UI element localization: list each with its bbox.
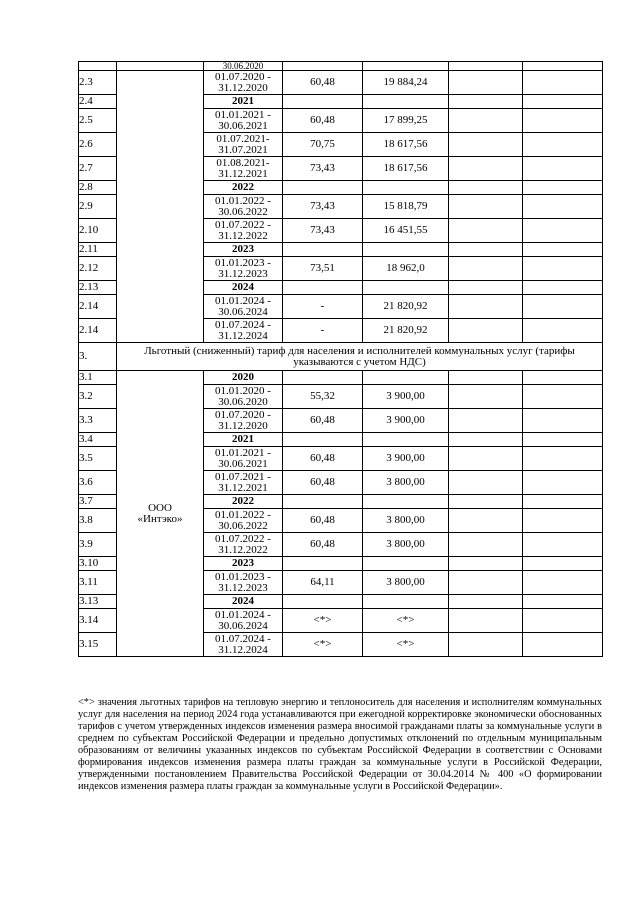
period-line: 30.06.2020 xyxy=(218,395,268,408)
empty-cell xyxy=(449,157,523,181)
empty-cell xyxy=(523,181,603,195)
value-cell-1: 60,48 xyxy=(283,71,363,95)
row-number-cell: 2.13 xyxy=(79,281,117,295)
row-number-cell: 2.3 xyxy=(79,71,117,95)
empty-cell xyxy=(363,62,449,71)
period-line: 30.06.2021 xyxy=(218,119,268,132)
value-cell-2: 3 900,00 xyxy=(363,447,449,471)
row-number-cell: 3.4 xyxy=(79,433,117,447)
empty-cell xyxy=(523,281,603,295)
row-number-cell: 3.8 xyxy=(79,509,117,533)
period-line: 31.12.2023 xyxy=(218,267,268,280)
empty-cell xyxy=(523,319,603,343)
empty-cell xyxy=(363,181,449,195)
empty-cell xyxy=(449,495,523,509)
row-number-cell: 3.3 xyxy=(79,409,117,433)
empty-cell xyxy=(449,533,523,557)
empty-cell xyxy=(523,71,603,95)
value-cell-2: 21 820,92 xyxy=(363,295,449,319)
empty-cell xyxy=(283,281,363,295)
period-line: 31.12.2023 xyxy=(218,581,268,594)
value-cell-2: 18 617,56 xyxy=(363,133,449,157)
empty-cell xyxy=(283,181,363,195)
year-cell: 2024 xyxy=(204,595,283,609)
row-number-cell: 3.9 xyxy=(79,533,117,557)
period-line: 01.07.2022 - xyxy=(215,532,271,545)
year-cell: 2021 xyxy=(204,95,283,109)
year-cell: 2022 xyxy=(204,495,283,509)
period-line: 31.12.2022 xyxy=(218,229,268,242)
value-cell-2: 16 451,55 xyxy=(363,219,449,243)
empty-cell xyxy=(449,62,523,71)
row-number-cell: 3.2 xyxy=(79,385,117,409)
organization-line: «Интэко» xyxy=(137,512,183,525)
period-line: 01.01.2021 - xyxy=(215,108,271,121)
empty-cell xyxy=(363,433,449,447)
empty-cell xyxy=(449,319,523,343)
row-number-cell: 2.14 xyxy=(79,295,117,319)
row-number-cell: 2.9 xyxy=(79,195,117,219)
value-cell-2: <*> xyxy=(363,633,449,657)
period-line: 01.01.2022 - xyxy=(215,508,271,521)
empty-cell xyxy=(523,133,603,157)
value-cell-2: 3 800,00 xyxy=(363,471,449,495)
period-line: 31.07.2021 xyxy=(218,143,268,156)
empty-cell xyxy=(449,595,523,609)
section-header-row xyxy=(79,343,603,371)
period-line: 31.12.2024 xyxy=(218,643,268,656)
empty-cell xyxy=(523,509,603,533)
empty-cell xyxy=(283,495,363,509)
period-line: 01.07.2021- xyxy=(216,132,270,145)
empty-cell xyxy=(523,571,603,595)
row-number-cell: 3.6 xyxy=(79,471,117,495)
period-cell xyxy=(204,195,283,219)
period-cell xyxy=(204,409,283,433)
value-cell-2: 18 962,0 xyxy=(363,257,449,281)
period-line: 01.01.2024 - xyxy=(215,608,271,621)
empty-cell xyxy=(363,595,449,609)
empty-cell xyxy=(449,385,523,409)
value-cell-2: 3 800,00 xyxy=(363,509,449,533)
empty-cell xyxy=(363,557,449,571)
period-cell xyxy=(204,133,283,157)
empty-cell xyxy=(523,243,603,257)
period-line: 01.01.2020 - xyxy=(215,384,271,397)
row-number-cell: 3.11 xyxy=(79,571,117,595)
empty-cell xyxy=(449,71,523,95)
empty-cell xyxy=(449,447,523,471)
row-number-cell: 2.6 xyxy=(79,133,117,157)
empty-cell xyxy=(449,557,523,571)
period-line: 01.01.2024 - xyxy=(215,294,271,307)
period-line: 01.07.2024 - xyxy=(215,632,271,645)
empty-cell xyxy=(449,95,523,109)
period-line: 01.07.2022 - xyxy=(215,218,271,231)
period-line: 01.07.2020 - xyxy=(215,70,271,83)
empty-cell xyxy=(523,257,603,281)
empty-cell xyxy=(523,62,603,71)
empty-cell xyxy=(283,62,363,71)
empty-cell xyxy=(449,109,523,133)
empty-cell xyxy=(363,495,449,509)
period-line: 31.12.2022 xyxy=(218,543,268,556)
period-line: 31.12.2020 xyxy=(218,419,268,432)
organization-cell xyxy=(117,71,204,343)
empty-cell xyxy=(449,243,523,257)
value-cell-1: 60,48 xyxy=(283,533,363,557)
period-cell: 30.06.2020 xyxy=(204,62,283,71)
section-title: Льготный (сниженный) тариф для населения и исполнителей коммунальных услуг (тарифы указываются с учетом НДС) xyxy=(117,343,603,371)
period-line: 01.08.2021- xyxy=(216,156,270,169)
row-number-cell: 3.10 xyxy=(79,557,117,571)
value-cell-1: 73,43 xyxy=(283,157,363,181)
empty-cell xyxy=(363,281,449,295)
empty-cell xyxy=(449,471,523,495)
period-line: 01.07.2024 - xyxy=(215,318,271,331)
row-number-cell: 2.7 xyxy=(79,157,117,181)
empty-cell xyxy=(363,95,449,109)
period-line: 01.01.2022 - xyxy=(215,194,271,207)
period-line: 31.12.2021 xyxy=(218,481,268,494)
year-cell: 2023 xyxy=(204,243,283,257)
period-line: 30.06.2021 xyxy=(218,457,268,470)
empty-cell xyxy=(449,509,523,533)
period-line: 31.12.2024 xyxy=(218,329,268,342)
period-cell xyxy=(204,71,283,95)
period-cell xyxy=(204,157,283,181)
period-cell xyxy=(204,633,283,657)
value-cell-1: 60,48 xyxy=(283,447,363,471)
value-cell-1: <*> xyxy=(283,609,363,633)
period-line: 01.07.2021 - xyxy=(215,470,271,483)
empty-cell xyxy=(363,243,449,257)
empty-cell xyxy=(523,557,603,571)
empty-cell xyxy=(523,595,603,609)
value-cell-1: 70,75 xyxy=(283,133,363,157)
empty-cell xyxy=(283,243,363,257)
period-line: 30.06.2024 xyxy=(218,305,268,318)
empty-cell xyxy=(363,371,449,385)
period-cell xyxy=(204,385,283,409)
row-number-cell xyxy=(79,62,117,71)
value-cell-1: 73,43 xyxy=(283,195,363,219)
row-number-cell: 2.5 xyxy=(79,109,117,133)
empty-cell xyxy=(449,257,523,281)
value-cell-1: 73,51 xyxy=(283,257,363,281)
empty-cell xyxy=(449,571,523,595)
footnote xyxy=(78,697,602,793)
section-number-cell: 3. xyxy=(79,343,117,371)
year-cell: 2022 xyxy=(204,181,283,195)
empty-cell xyxy=(523,385,603,409)
year-row xyxy=(79,371,603,385)
empty-cell xyxy=(523,157,603,181)
empty-cell xyxy=(523,219,603,243)
period-cell xyxy=(204,257,283,281)
table-row xyxy=(79,62,603,71)
period-line: 30.06.2022 xyxy=(218,205,268,218)
empty-cell xyxy=(523,447,603,471)
period-cell xyxy=(204,509,283,533)
organization-cell xyxy=(117,371,204,657)
empty-cell xyxy=(523,295,603,319)
empty-cell xyxy=(283,433,363,447)
row-number-cell: 2.10 xyxy=(79,219,117,243)
empty-cell xyxy=(283,95,363,109)
value-cell-2: <*> xyxy=(363,609,449,633)
period-line: 01.01.2021 - xyxy=(215,446,271,459)
row-number-cell: 2.8 xyxy=(79,181,117,195)
empty-cell xyxy=(523,433,603,447)
value-cell-1: 60,48 xyxy=(283,109,363,133)
period-line: 30.06.2022 xyxy=(218,519,268,532)
value-cell-1: <*> xyxy=(283,633,363,657)
empty-cell xyxy=(449,195,523,219)
value-cell-2: 3 800,00 xyxy=(363,571,449,595)
value-cell-1: 64,11 xyxy=(283,571,363,595)
empty-cell xyxy=(523,95,603,109)
row-number-cell: 2.11 xyxy=(79,243,117,257)
empty-cell xyxy=(523,409,603,433)
value-cell-2: 21 820,92 xyxy=(363,319,449,343)
empty-cell xyxy=(283,557,363,571)
empty-cell xyxy=(523,195,603,219)
period-line: 01.01.2023 - xyxy=(215,570,271,583)
empty-cell xyxy=(449,433,523,447)
value-cell-1: 60,48 xyxy=(283,471,363,495)
empty-cell xyxy=(449,295,523,319)
empty-cell xyxy=(449,281,523,295)
empty-cell xyxy=(523,495,603,509)
organization-cell xyxy=(117,62,204,71)
empty-cell xyxy=(449,219,523,243)
value-cell-1: 60,48 xyxy=(283,409,363,433)
value-cell-2: 15 818,79 xyxy=(363,195,449,219)
empty-cell xyxy=(523,533,603,557)
value-cell-1: 73,43 xyxy=(283,219,363,243)
value-cell-2: 18 617,56 xyxy=(363,157,449,181)
organization-line: ООО xyxy=(148,501,172,514)
period-cell xyxy=(204,319,283,343)
period-cell xyxy=(204,609,283,633)
row-number-cell: 3.15 xyxy=(79,633,117,657)
row-number-cell: 3.1 xyxy=(79,371,117,385)
footnote-text: <*> значения льготных тарифов на тепловую энергию и теплоноситель для населения и исполнителям коммунальных услуг для населения на период 2024 года устанавливаются при ежегодной корректировке экономически обоснованных тарифов с учетом утвержденных индексов изменения размера вносимой гражданами платы за коммунальные услуги в среднем по субъектам Российской Федерации и предельно допустимых отклонений по отдельным муниципальным образованиям от величины указанных индексов по субъектам Российской Федерации в соответствии с Основами формирования индексов изменения размера платы граждан за коммунальные услуги в Российской Федерации, утвержденными постановлением Правительства Российской Федерации от 30.04.2014 № 400 «О формировании индексов изменения размера платы граждан за коммунальные услуги в Российской Федерации». xyxy=(78,697,602,792)
period-line: 31.12.2020 xyxy=(218,81,268,94)
empty-cell xyxy=(523,609,603,633)
empty-cell xyxy=(523,633,603,657)
period-line: 30.06.2024 xyxy=(218,619,268,632)
value-cell-1: - xyxy=(283,295,363,319)
value-cell-2: 3 900,00 xyxy=(363,409,449,433)
row-number-cell: 3.14 xyxy=(79,609,117,633)
period-cell xyxy=(204,295,283,319)
empty-cell xyxy=(449,181,523,195)
empty-cell xyxy=(449,133,523,157)
period-line: 01.07.2020 - xyxy=(215,408,271,421)
period-cell xyxy=(204,533,283,557)
row-number-cell: 2.14 xyxy=(79,319,117,343)
empty-cell xyxy=(523,109,603,133)
period-cell xyxy=(204,109,283,133)
row-number-cell: 3.13 xyxy=(79,595,117,609)
tariff-table xyxy=(78,61,603,657)
empty-cell xyxy=(523,371,603,385)
value-cell-2: 3 900,00 xyxy=(363,385,449,409)
empty-cell xyxy=(449,633,523,657)
period-cell xyxy=(204,571,283,595)
value-cell-1: - xyxy=(283,319,363,343)
year-cell: 2023 xyxy=(204,557,283,571)
value-cell-1: 55,32 xyxy=(283,385,363,409)
period-cell xyxy=(204,447,283,471)
empty-cell xyxy=(283,595,363,609)
empty-cell xyxy=(449,609,523,633)
table-row xyxy=(79,71,603,95)
value-cell-2: 3 800,00 xyxy=(363,533,449,557)
year-cell: 2020 xyxy=(204,371,283,385)
row-number-cell: 2.12 xyxy=(79,257,117,281)
value-cell-2: 17 899,25 xyxy=(363,109,449,133)
period-cell xyxy=(204,219,283,243)
value-cell-1: 60,48 xyxy=(283,509,363,533)
row-number-cell: 2.4 xyxy=(79,95,117,109)
year-cell: 2021 xyxy=(204,433,283,447)
row-number-cell: 3.5 xyxy=(79,447,117,471)
period-line: 31.12.2021 xyxy=(218,167,268,180)
empty-cell xyxy=(449,371,523,385)
empty-cell xyxy=(523,471,603,495)
period-cell xyxy=(204,471,283,495)
empty-cell xyxy=(449,409,523,433)
value-cell-2: 19 884,24 xyxy=(363,71,449,95)
period-line: 01.01.2023 - xyxy=(215,256,271,269)
year-cell: 2024 xyxy=(204,281,283,295)
row-number-cell: 3.7 xyxy=(79,495,117,509)
empty-cell xyxy=(283,371,363,385)
